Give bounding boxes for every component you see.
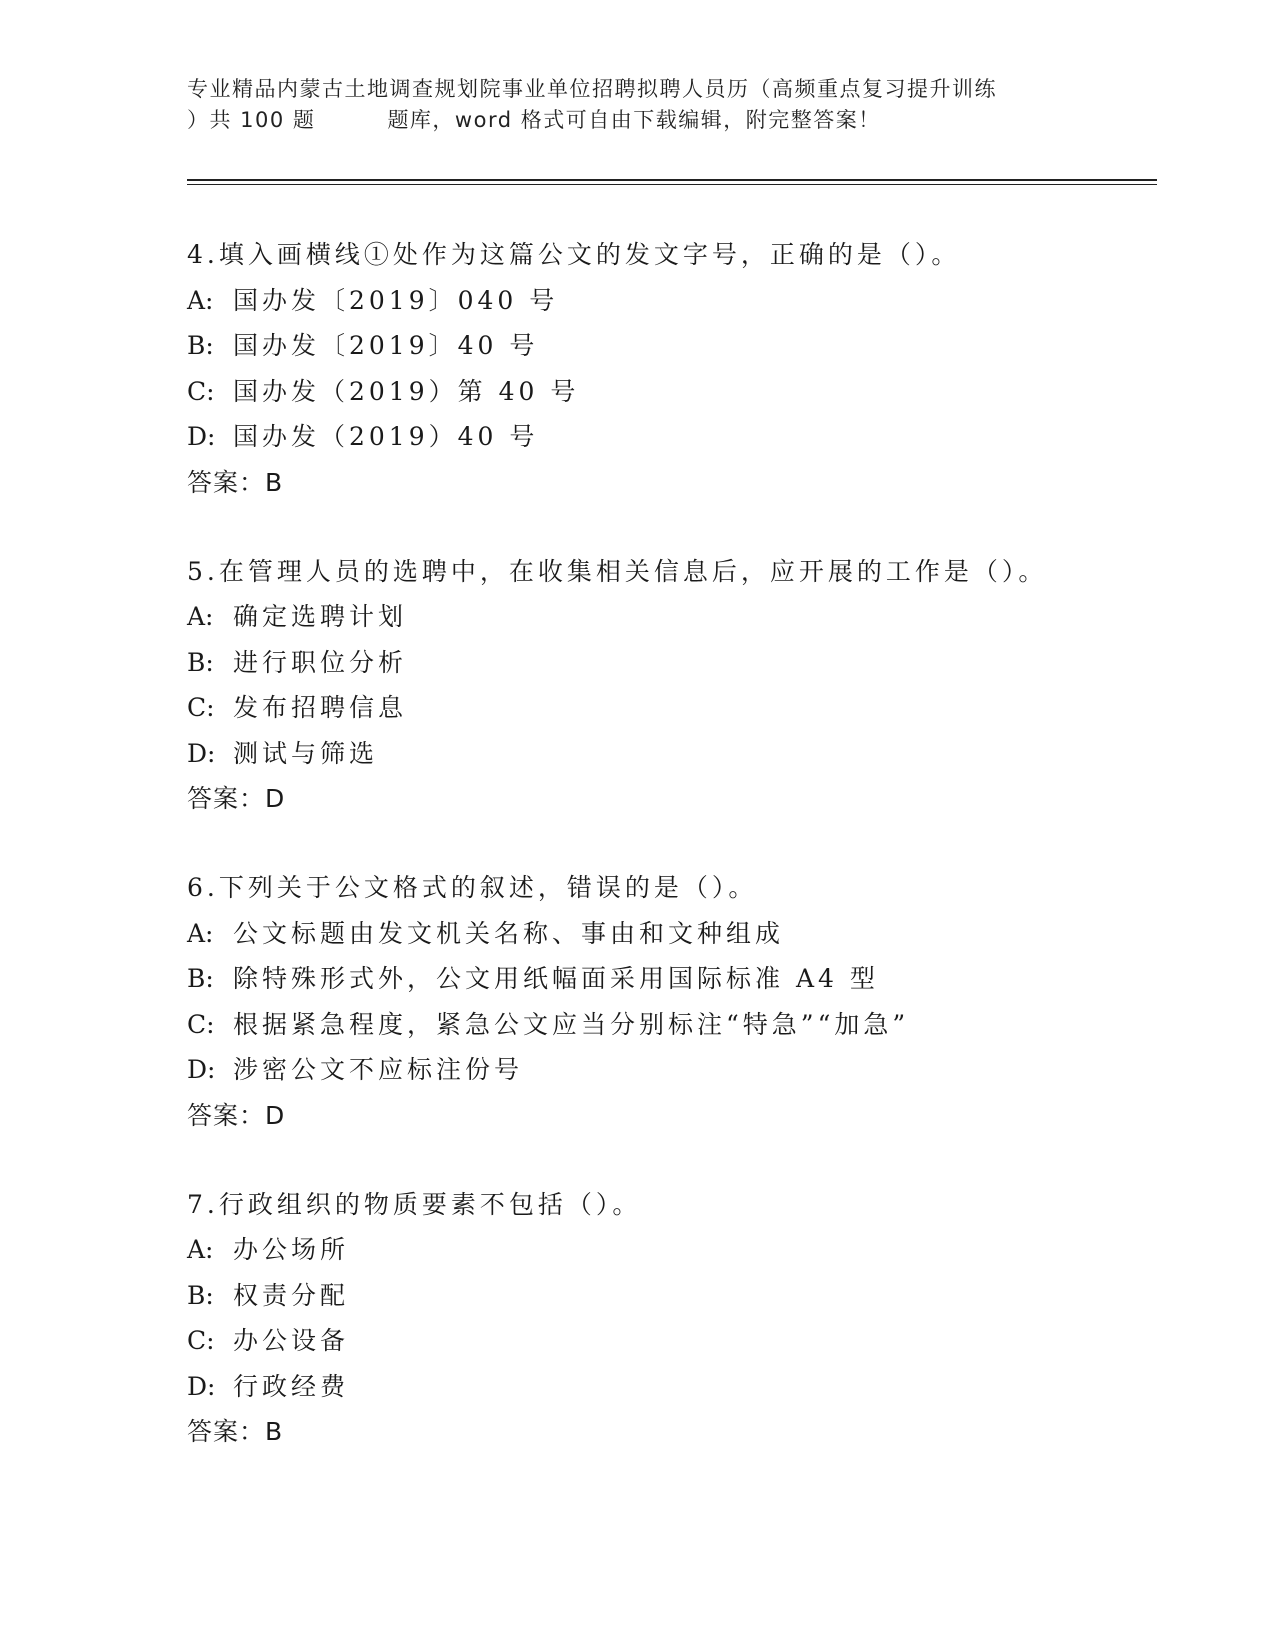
option-a: [187, 911, 1147, 957]
answer-line: 答案：B: [187, 1417, 284, 1446]
option-text: 公文标题由发文机关名称、事由和文种组成: [233, 918, 785, 948]
question-item: [187, 1182, 1147, 1455]
option-text: 办公场所: [233, 1235, 350, 1264]
question-item: [187, 232, 1147, 505]
option-text: 确定选聘计划: [233, 602, 408, 631]
question-list: [187, 232, 1147, 1498]
option-a: [187, 278, 1147, 324]
option-a: [187, 1227, 1147, 1273]
option-text: 根据紧急程度，紧急公文应当分别标注“特急”“加急”: [233, 1009, 910, 1039]
question-item: [187, 865, 1147, 1138]
option-b: [187, 323, 1147, 369]
option-text: 行政经费: [233, 1371, 350, 1401]
option-c: [187, 1318, 1147, 1364]
option-c: [187, 1002, 1147, 1048]
option-d: [187, 731, 1147, 777]
option-letter: A:: [187, 1235, 214, 1264]
option-c: [187, 685, 1147, 731]
option-d: [187, 414, 1147, 460]
option-letter: D:: [187, 422, 216, 451]
answer-line: 答案：D: [187, 1100, 286, 1130]
option-a: [187, 594, 1147, 640]
option-letter: A:: [187, 602, 214, 631]
option-text: 国办发（2019）40 号: [233, 422, 539, 451]
option-d: [187, 1364, 1147, 1410]
header-divider: [187, 179, 1157, 185]
option-letter: B:: [187, 1280, 214, 1310]
header-line-2: [187, 105, 1087, 136]
option-letter: B:: [187, 964, 214, 993]
header-line-1: 专业精品内蒙古土地调查规划院事业单位招聘拟聘人员历（高频重点复习提升训练: [187, 77, 997, 101]
option-text: 发布招聘信息: [233, 693, 408, 722]
question-stem: 6.下列关于公文格式的叙述，错误的是（）。: [187, 873, 758, 902]
option-letter: C:: [187, 1326, 215, 1355]
option-letter: D:: [187, 1055, 216, 1084]
option-text: 测试与筛选: [233, 738, 379, 768]
option-c: [187, 369, 1147, 415]
option-letter: C:: [187, 693, 215, 722]
option-letter: D:: [187, 738, 216, 768]
option-b: [187, 1273, 1147, 1319]
option-b: [187, 640, 1147, 686]
option-letter: A:: [187, 285, 214, 315]
option-letter: B:: [187, 331, 214, 360]
option-text: 国办发（2019）第 40 号: [233, 376, 580, 406]
option-text: 办公设备: [233, 1326, 350, 1355]
option-letter: C:: [187, 376, 215, 406]
option-text: 权责分配: [233, 1280, 350, 1310]
option-text: 除特殊形式外，公文用纸幅面采用国际标准 A4 型: [233, 964, 879, 993]
question-item: [187, 549, 1147, 822]
option-letter: D:: [187, 1371, 216, 1401]
option-text: 国办发〔2019〕40 号: [233, 331, 539, 360]
question-stem: 5.在管理人员的选聘中，在收集相关信息后，应开展的工作是（）。: [187, 556, 1048, 586]
option-letter: A:: [187, 918, 214, 948]
answer-line: 答案：D: [187, 784, 286, 813]
header-line-2-part-b: 题库，word 格式可自由下载编辑，附完整答案！: [387, 108, 881, 132]
option-text: 进行职位分析: [233, 647, 408, 677]
option-letter: C:: [187, 1009, 215, 1039]
option-text: 国办发〔2019〕040 号: [233, 285, 559, 315]
option-letter: B:: [187, 647, 214, 677]
question-stem: 7.行政组织的物质要素不包括（）。: [187, 1189, 642, 1219]
header-line-2-part-a: ）共 100 题: [187, 108, 316, 132]
option-b: [187, 956, 1147, 1002]
option-d: [187, 1047, 1147, 1093]
document-header: [187, 74, 1087, 136]
option-text: 涉密公文不应标注份号: [233, 1055, 524, 1084]
answer-line: 答案：B: [187, 467, 284, 497]
question-stem: 4.填入画横线①处作为这篇公文的发文字号，正确的是（）。: [187, 240, 961, 269]
